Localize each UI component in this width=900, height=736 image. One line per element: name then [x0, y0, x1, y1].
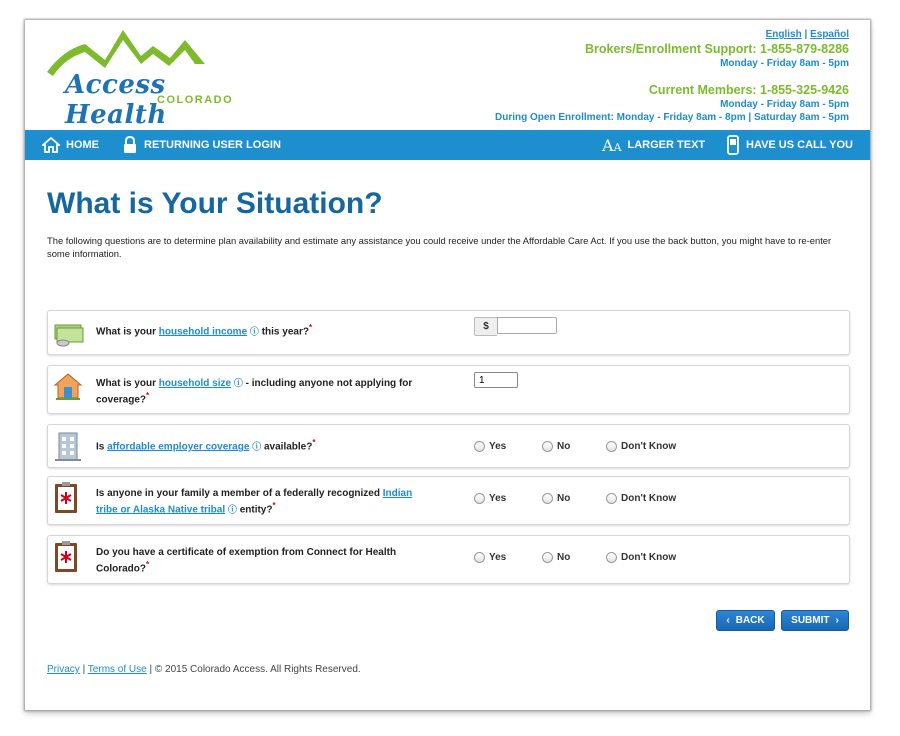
native-yes-radio[interactable]: Yes: [474, 493, 506, 504]
income-input-group: [474, 317, 557, 336]
terms-link[interactable]: Terms of Use: [87, 664, 147, 675]
info-icon[interactable]: ⓘ: [227, 504, 237, 515]
question-household-size: [47, 365, 850, 414]
question-native-tribe: [47, 476, 850, 525]
members-phone: Current Members: 1-855-325-9426: [648, 83, 849, 97]
nav-home[interactable]: [42, 130, 99, 160]
privacy-link[interactable]: Privacy: [47, 664, 80, 675]
household-income-link[interactable]: household income: [158, 326, 248, 338]
question-native-text: Is anyone in your family a member of a federally recognized Indian tribe or Alaska Native tribal ⓘ entity?*: [96, 488, 413, 516]
back-button-label: BACK: [735, 615, 765, 626]
required-mark: *: [272, 501, 276, 510]
info-icon[interactable]: ⓘ: [252, 441, 262, 452]
exemption-dont-know-radio[interactable]: Don't Know: [606, 552, 676, 563]
household-size-link[interactable]: household size: [158, 378, 232, 389]
house-icon: [53, 371, 83, 401]
required-mark: *: [146, 391, 150, 400]
currency-prefix: $: [474, 317, 497, 336]
logo-name: Access Health: [65, 70, 167, 130]
submit-button-label: SUBMIT: [791, 615, 830, 626]
phone-icon: [726, 135, 740, 155]
logo[interactable]: [45, 20, 235, 130]
nav-call[interactable]: [726, 130, 853, 160]
page-intro: The following questions are to determine plan availability and estimate any assistance you could receive under the Affordable Care Act. If you use the back button, you might have to re-enter some information.: [47, 235, 832, 259]
copyright: | © 2015 Colorado Access. All Rights Reserved.: [149, 664, 361, 675]
footer-separator: |: [82, 664, 86, 675]
info-icon[interactable]: ⓘ: [233, 378, 243, 388]
lang-espanol-link[interactable]: Español: [810, 29, 849, 40]
open-enrollment-hours: During Open Enrollment: Monday - Friday 8am - 8pm | Saturday 8am - 5pm: [495, 112, 849, 123]
exemption-no-radio[interactable]: No: [542, 552, 570, 563]
text-size-icon: AA: [602, 135, 622, 155]
lock-icon: [122, 136, 138, 154]
info-icon[interactable]: ⓘ: [249, 326, 259, 337]
question-employer-text: Is affordable employer coverage ⓘ available?*: [96, 438, 316, 453]
page-container: [25, 20, 870, 710]
back-button[interactable]: [716, 610, 775, 631]
native-tribe-link[interactable]: Indian tribe or Alaska Native tribal: [96, 488, 413, 516]
lang-english-link[interactable]: English: [765, 29, 802, 40]
nav-larger-text-label: LARGER TEXT: [627, 139, 706, 151]
submit-button[interactable]: [781, 610, 849, 631]
clipboard-icon: [53, 540, 79, 574]
required-mark: *: [312, 438, 316, 447]
question-household-size-text: What is your household size ⓘ - including anyone not applying for coverage?*: [96, 378, 413, 406]
employer-no-radio[interactable]: No: [542, 441, 570, 452]
nav-call-label: HAVE US CALL YOU: [746, 139, 853, 151]
household-size-input[interactable]: [474, 372, 518, 388]
employer-dont-know-radio[interactable]: Don't Know: [606, 441, 676, 452]
broker-phone: Brokers/Enrollment Support: 1-855-879-8286: [585, 42, 849, 56]
page-title: What is Your Situation?: [47, 187, 383, 220]
question-employer-coverage: [47, 424, 850, 468]
chevron-right-icon: ›: [835, 615, 839, 626]
language-switcher: [495, 28, 849, 41]
header-contact: [495, 28, 849, 124]
required-mark: *: [308, 323, 313, 332]
money-icon: [53, 319, 85, 347]
native-no-radio[interactable]: No: [542, 493, 570, 504]
exemption-yes-radio[interactable]: Yes: [474, 552, 506, 563]
required-mark: *: [146, 560, 150, 569]
nav-bar: [25, 130, 870, 160]
nav-larger-text[interactable]: [602, 130, 705, 160]
employer-yes-radio[interactable]: Yes: [474, 441, 506, 452]
question-income-text: What is your household income ⓘ this year?*: [96, 323, 313, 338]
nav-login[interactable]: [122, 130, 281, 160]
question-income: [47, 310, 850, 355]
question-exemption-text: Do you have a certificate of exemption from Connect for Health Colorado?*: [96, 547, 397, 575]
broker-hours: Monday - Friday 8am - 5pm: [720, 58, 849, 69]
nav-home-label: HOME: [66, 139, 99, 151]
household-income-input[interactable]: [497, 317, 557, 334]
home-icon: [42, 137, 60, 153]
footer: [47, 664, 361, 675]
nav-login-label: RETURNING USER LOGIN: [144, 139, 281, 151]
employer-coverage-link[interactable]: affordable employer coverage: [107, 441, 250, 453]
native-dont-know-radio[interactable]: Don't Know: [606, 493, 676, 504]
building-icon: [53, 430, 83, 462]
lang-separator: |: [804, 29, 808, 40]
members-hours: Monday - Friday 8am - 5pm: [720, 99, 849, 110]
logo-sub: COLORADO: [157, 94, 234, 106]
question-exemption: [47, 535, 850, 584]
clipboard-icon: [53, 481, 79, 515]
chevron-left-icon: ‹: [726, 615, 730, 626]
